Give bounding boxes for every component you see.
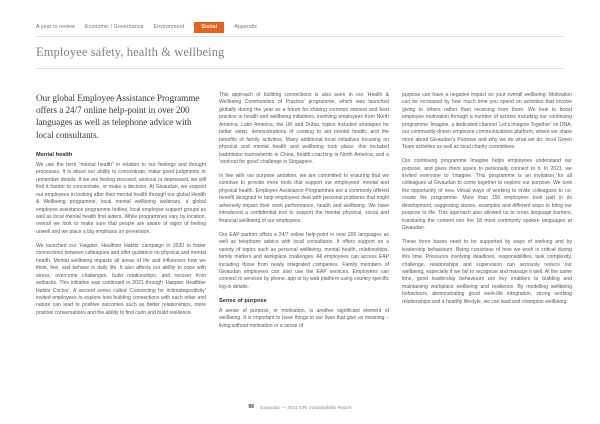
paragraph: In line with our purpose ambition, we are committed to ensuring that we continue to provide more tools that support our employees’ mental and physical health. Employee Assistance Programmes are a commonly offered benefit designed to help employees deal with personal problems that might adversely impact their work performance, health and wellbeing. We have introduced a confidential tool to support the mental physical, social and financial wellbeing of our employees. <box>219 173 389 224</box>
paragraph: This approach of building connections is also seen in our ‘Health & Wellbeing Communities of Practice’ programme, which was launched globally during the year as a forum for sharing common interest and best practice in health and wellbeing initiatives, involving employees from North America, Latin America, the UK and Dubai, topics included strategies for better sleep, demonstrations of cooking to aid mental health, and the benefits of family activities. Many additional local initiatives focusing on physical and mental health and wellbeing took place: this included badminton tournaments in China, health coaching in North America, and a ‘workout for good’ challenge in Singapore. <box>219 92 389 166</box>
nav-divider <box>36 36 564 37</box>
paragraph: We use the term “mental health” in relation to our feelings and thought processes. It is about our ability to concentrate, make good judgments or remember details. If we are feeling stressed, anxious or depressed, we will find it harder to concentrate, or make a decision. At Givaudan, we support our employees in looking after their mental health through our global Health & Wellbeing programme, local mental wellbeing webinars, a global employee assistance programme hotline, local employee support groups as well as local mental health first aiders. While programmes vary by location, overall we look to make sure that people are aware of signs of feeling unwell and we place a big emphasis on prevention. <box>36 161 206 235</box>
lead-paragraph: Our global Employee Assistance Programme offers a 24/7 online help-point in over 200 languages as well as telephone advice with local consultants. <box>36 93 200 140</box>
footer-text: Givaudan — 2021 GRI Sustainability Report <box>259 404 352 410</box>
paragraph: A sense of purpose, or motivation, is another significant element of wellbeing. It is important to have things in our lives that give us meaning – living without motivation or a sense of <box>219 307 389 329</box>
paragraph: Our EAP partner offers a 24/7 online help-point in over 200 languages as well as telephone advice with local consultants. It offers support on a variety of topics such as personal wellbeing, mental health, relationships, family matters and workplace challenges. All employees can access EAP including those from newly integrated companies. Family members of Givaudan employees can also use the EAP services. Employees can connect to services by phone, app or by web platform using country specific log-in details. <box>219 231 389 290</box>
nav-item-economic-governance[interactable]: Economic / Governance <box>85 24 144 30</box>
page-footer <box>36 404 564 410</box>
page-number: 98 <box>248 404 254 410</box>
nav-item-environment[interactable]: Environment <box>153 24 185 30</box>
column-two <box>219 92 389 330</box>
section-navigation <box>36 20 564 34</box>
paragraph: purpose can have a negative impact on your overall wellbeing. Motivation can be increased by how much time you spend on activities that involve giving to others rather than receiving from them. We look to boost employee motivation through a number of actions including our continuing programme ‘Imagine, a dedicated channel ‘Let’s imagine Together’ on DNA, our community-driven employee communications platform, where we share more about Givaudan’s Purpose and why we do what we do; local Green Team activities as well as local charity committees. <box>402 92 572 151</box>
column-one <box>36 92 206 317</box>
paragraph: These three bases need to be supported by ways of working and by leadership behaviours. Being conscious of how we work is critical during this time. Pressures involving deadlines, responsibilities, task complexity, challenge, relationships and supervision can seriously reduce our wellbeing, especially if we fail to recognise and manage it well. At the same time, good leadership behaviours are key enablers to building and maintaining workplace wellbeing and resilience. By modelling wellbeing behaviours, demonstrating good work-life integration, strong working relationships and a healthy lifestyle, we can lead and champion wellbeing. <box>402 239 572 305</box>
subheading-mental-health: Mental health <box>36 151 73 158</box>
page-title: Employee safety, health & wellbeing <box>36 45 225 59</box>
title-divider <box>36 68 564 69</box>
subheading-sense-of-purpose: Sense of purpose <box>219 297 267 304</box>
nav-item-appendix[interactable]: Appendix <box>234 24 258 30</box>
nav-item-a-year-in-review[interactable]: A year in review <box>36 24 76 30</box>
article-body <box>36 92 572 330</box>
paragraph: We launched our ‘Happier, Healthier Habits’ campaign in 2020 to foster connections between colleagues and offer guidance on physical and mental health. Mental wellbeing impacts all areas of life and influences how we think, feel, and behave in daily life. It also affects our ability to cope with stress, overcome challenges, build relationships, and recover from setbacks. This initiative was continued in 2021 through ‘Happier Healthier Habits Circles’. A second series called ‘Connecting for #climategositivity’ invited employees to explore how building connections with each other and nature can lead to positive outcomes such as better relationships, more positive conversations and the ability to find calm and build resilience. <box>36 242 206 316</box>
column-three <box>402 92 572 306</box>
nav-item-social[interactable]: Social <box>194 22 224 33</box>
paragraph: Our continuing programme Imagine helps employees understand our purpose, and gives them space to personally connect to it. In 2021, we invited everyone to ‘Imagine. This programme is an invitation for all colleagues at Givaudan to come together to explore our purpose. We took the opportunity of new, virtual ways of working to invite colleagues to co-create the programme. More than 150 employees took part in its development, suggesting stories, examples and different ways to bring our purpose to life. This approach also allowed us to cross language barriers, translating the content into the 18 most commonly spoken languages at Givaudan. <box>402 158 572 232</box>
